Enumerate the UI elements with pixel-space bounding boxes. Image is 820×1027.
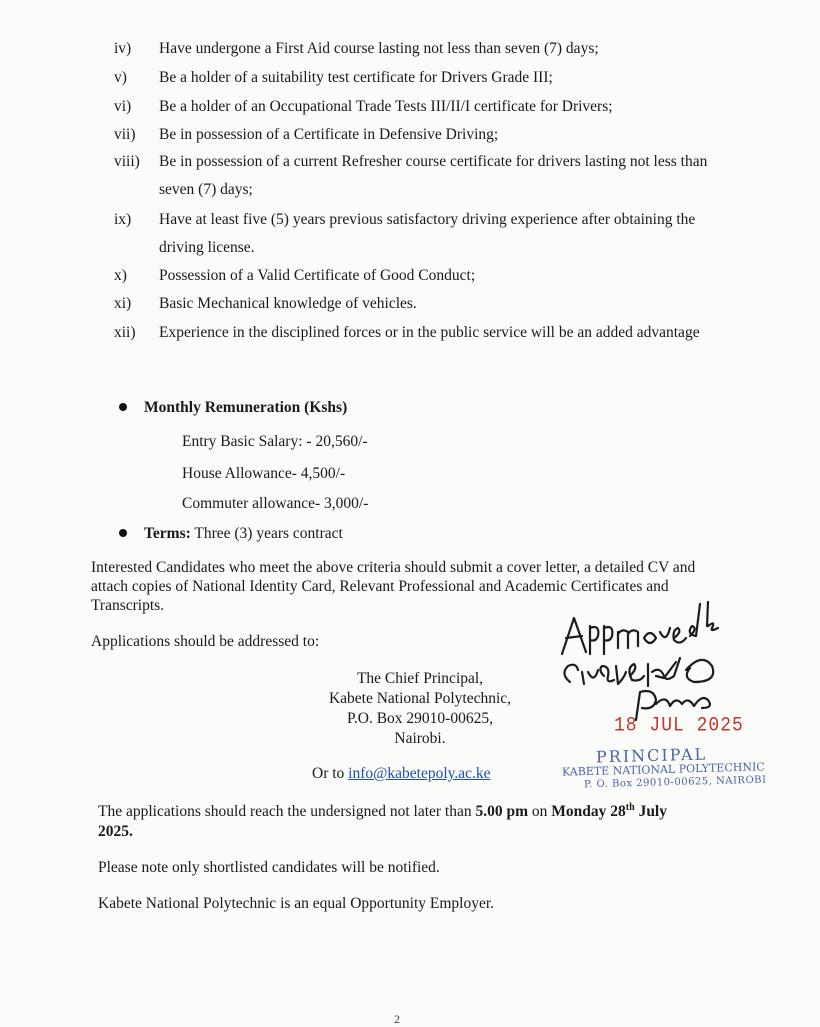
shortlist-note: Please note only shortlisted candidates will be notified. (98, 859, 440, 876)
terms-value: Three (3) years contract (190, 525, 343, 542)
stamp-box: P. O. Box 29010-00625, NAIROBI (583, 774, 767, 791)
list-item-number: vi) (114, 98, 132, 115)
stamp-org: KABETE NATIONAL POLYTECHNIC (561, 760, 765, 779)
address-line: P.O. Box 29010-00625, (347, 710, 493, 727)
email-line (312, 764, 491, 784)
handwritten-approval-signature (552, 596, 732, 721)
equal-opportunity-note: Kabete National Polytechnic is an equal Opportunity Employer. (98, 895, 495, 912)
list-item-number: xi) (114, 295, 132, 312)
deadline-time: 5.00 pm (475, 803, 529, 820)
list-item-text: Experience in the disciplined forces or in the public service will be an added advantage (159, 324, 700, 341)
terms-line (144, 524, 343, 544)
remuneration-heading: Monthly Remuneration (Kshs) (144, 399, 348, 416)
deadline-pre: The applications should reach the undersigned not later than (98, 803, 476, 820)
address-line: Nairobi. (394, 730, 446, 747)
list-item-number: xii) (114, 324, 136, 341)
bullet-icon (119, 403, 127, 411)
list-item-number: x) (114, 267, 127, 284)
basic-salary: Entry Basic Salary: - 20,560/- (182, 433, 368, 450)
deadline-sup: th (625, 801, 635, 813)
page-number: 2 (394, 1012, 400, 1026)
list-item-text: Be a holder of an Occupational Trade Tests III/II/I certificate for Drivers; (159, 98, 613, 115)
list-item-number: vii) (114, 126, 136, 143)
list-item-text: Have at least five (5) years previous satisfactory driving experience after obtaining the driving license. (159, 211, 696, 256)
or-to-text: Or to (312, 765, 349, 782)
list-item-number: viii) (114, 153, 140, 170)
list-item-text: Basic Mechanical knowledge of vehicles. (159, 295, 417, 312)
address-line: Kabete National Polytechnic, (328, 690, 512, 707)
list-item-text: Be in possession of a Certificate in Defensive Driving; (159, 126, 499, 143)
list-item-text: Have undergone a First Aid course lasting not less than seven (7) days; (159, 40, 599, 57)
house-allowance: House Allowance- 4,500/- (182, 465, 346, 482)
interested-paragraph: Interested Candidates who meet the above criteria should submit a cover letter, a detailed CV and attach copies of National Identity Card, Relevant Professional and Academic Certificates and Transcripts. (91, 559, 696, 614)
list-item-number: v) (114, 69, 127, 86)
list-item-number: ix) (114, 211, 132, 228)
deadline-paragraph (98, 802, 738, 842)
email-link[interactable]: info@kabetepoly.ac.ke (348, 765, 491, 782)
list-item-number: iv) (114, 40, 132, 57)
terms-label: Terms: (144, 525, 191, 542)
deadline-year: 2025. (98, 823, 133, 840)
list-item-text: Possession of a Valid Certificate of Good Conduct; (159, 267, 476, 284)
bullet-icon (119, 529, 127, 537)
applications-to: Applications should be addressed to: (91, 633, 320, 650)
stamp-title: PRINCIPAL (595, 744, 708, 767)
address-line: The Chief Principal, (356, 670, 484, 687)
deadline-day: Monday 28 (551, 803, 626, 820)
list-item-text: Be a holder of a suitability test certificate for Drivers Grade III; (159, 69, 553, 86)
commuter-allowance: Commuter allowance- 3,000/- (182, 495, 369, 512)
deadline-month: July (634, 803, 667, 820)
stamp-date: 18 JUL 2025 (614, 714, 744, 738)
address-block (280, 669, 560, 749)
list-item-text: Be in possession of a current Refresher course certificate for drivers lasting not less than seven (7) days; (159, 153, 708, 198)
deadline-mid: on (528, 803, 552, 820)
